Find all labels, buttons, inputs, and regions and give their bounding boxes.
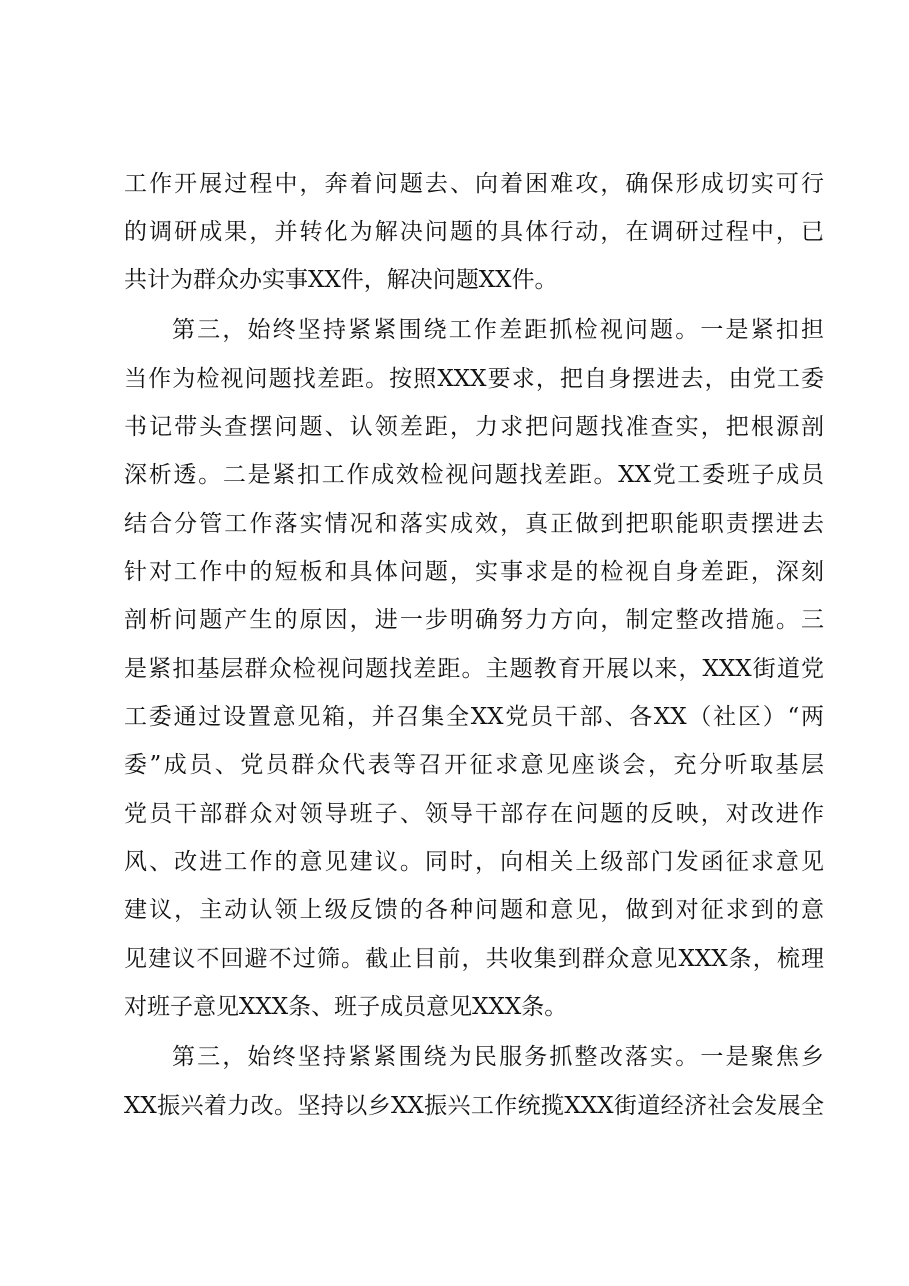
- text-line: 是紧扣基层群众检视问题找差距。主题教育开展以来，XXX街道党: [124, 656, 824, 682]
- text-line: 的调研成果，并转化为解决问题的具体行动，在调研过程中，已: [124, 219, 824, 245]
- text-line: 共计为群众办实事XX件，解决问题XX件。: [124, 267, 558, 293]
- text-line: 结合分管工作落实情况和落实成效，真正做到把职能职责摆进去: [124, 511, 824, 537]
- text-line: 深析透。二是紧扣工作成效检视问题找差距。XX党工委班子成员: [124, 462, 824, 488]
- text-line: 建议，主动认领上级反馈的各种问题和意见，做到对征求到的意: [124, 897, 824, 923]
- text-line: 风、改进工作的意见建议。同时，向相关上级部门发函征求意见: [124, 849, 824, 875]
- text-line: 当作为检视问题找差距。按照XXX要求，把自身摆进去，由党工委: [124, 366, 824, 392]
- text-line: 委”成员、党员群众代表等召开征求意见座谈会，充分听取基层: [124, 752, 824, 778]
- text-line: 工委通过设置意见箱，并召集全XX党员干部、各XX（社区）“两: [124, 704, 824, 730]
- text-line: 见建议不回避不过筛。截止目前，共收集到群众意见XXX条，梳理: [124, 946, 824, 972]
- text-line: XX振兴着力改。坚持以乡XX振兴工作统揽XXX街道经济社会发展全: [124, 1093, 824, 1119]
- paragraph-start-line: 第三，始终坚持紧紧围绕为民服务抓整改落实。一是聚焦乡: [172, 1044, 824, 1070]
- text-line: 党员干部群众对领导班子、领导干部存在问题的反映，对改进作: [124, 801, 824, 827]
- text-line: 对班子意见XXX条、班子成员意见XXX条。: [124, 994, 568, 1020]
- text-line: 针对工作中的短板和具体问题，实事求是的检视自身差距，深刻: [124, 559, 824, 585]
- paragraph-start-line: 第三，始终坚持紧紧围绕工作差距抓检视问题。一是紧扣担: [172, 317, 824, 343]
- text-line: 剖析问题产生的原因，进一步明确努力方向，制定整改措施。三: [124, 607, 824, 633]
- text-line: 书记带头查摆问题、认领差距，力求把问题找准查实，把根源剖: [124, 414, 824, 440]
- text-line: 工作开展过程中，奔着问题去、向着困难攻，确保形成切实可行: [124, 171, 824, 197]
